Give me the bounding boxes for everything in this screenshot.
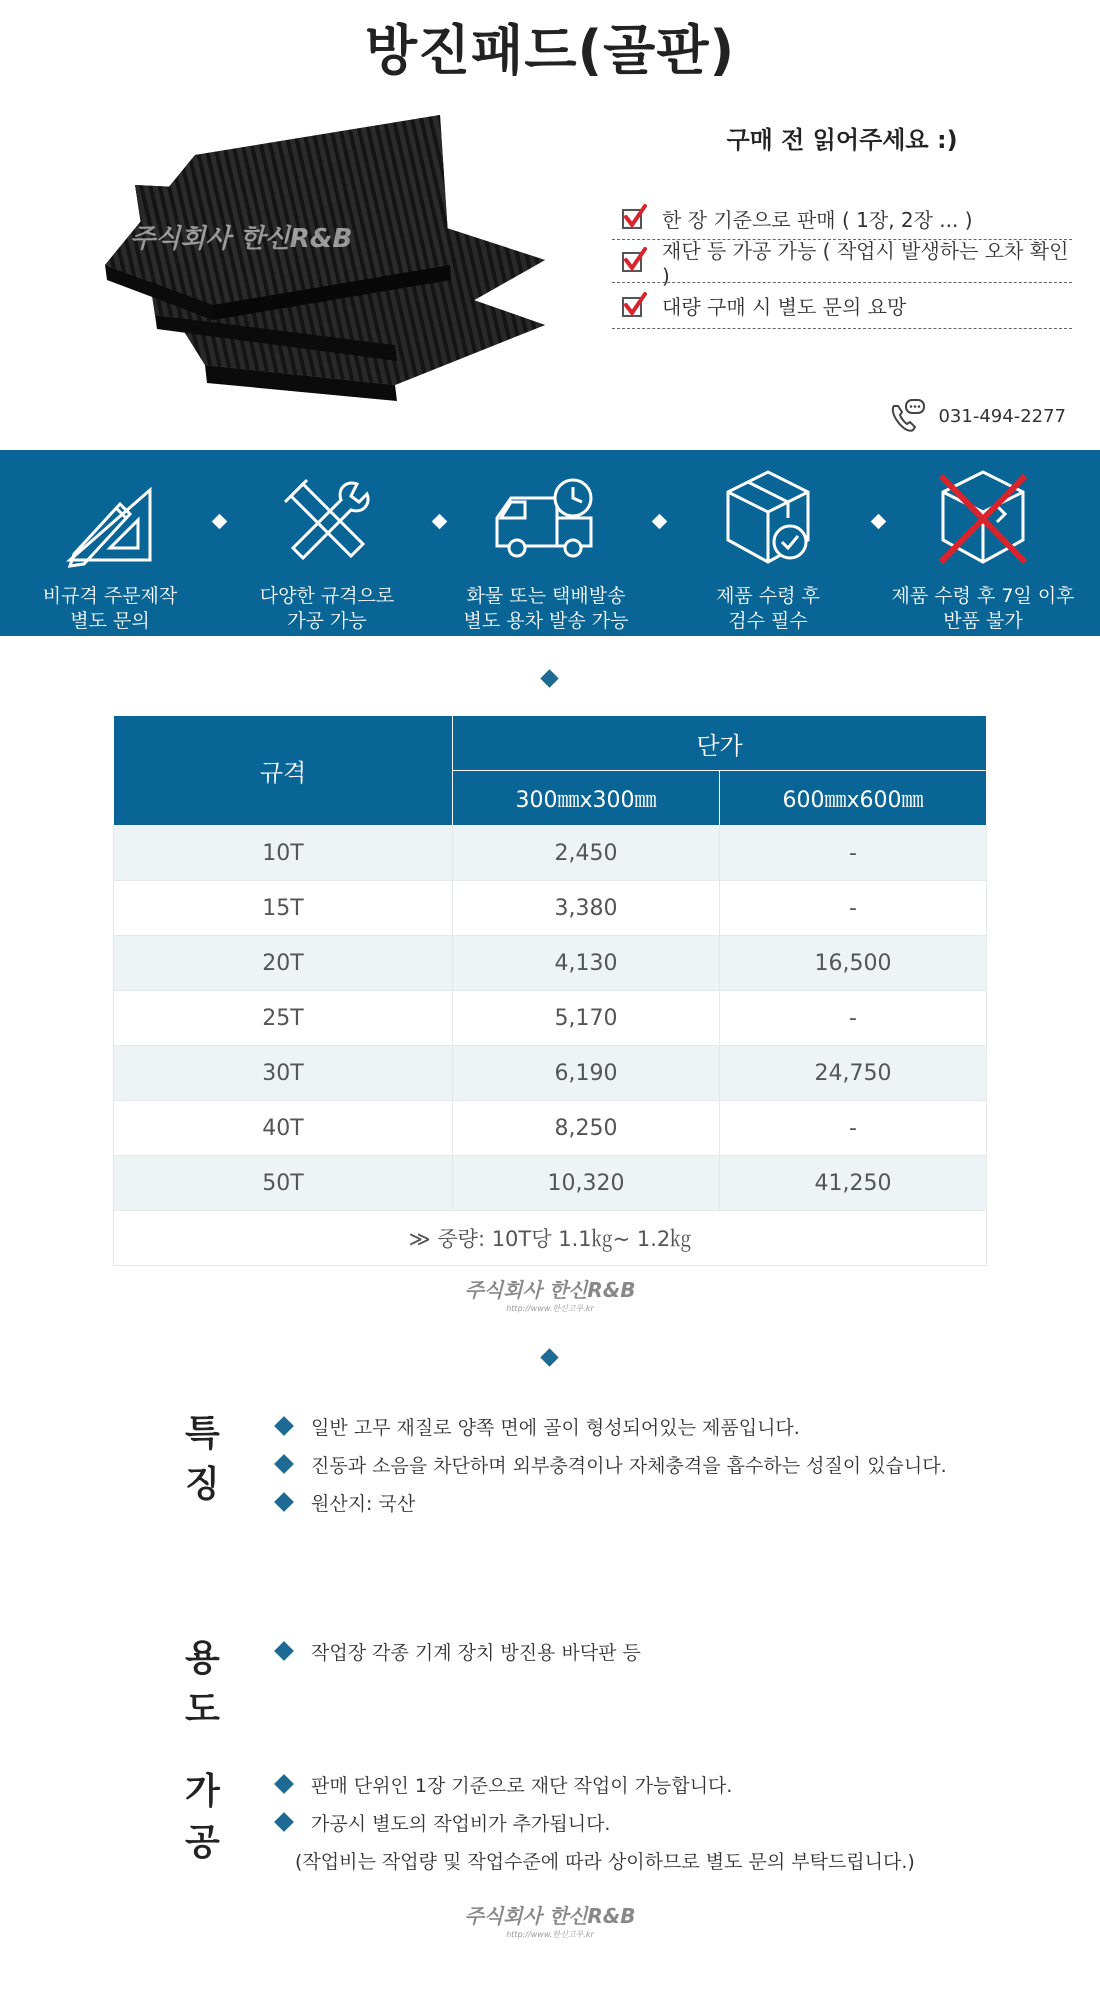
list-item: 진동과 소음을 차단하며 외부충격이나 자체충격을 흡수하는 성질이 있습니다. <box>273 1451 1053 1489</box>
list-item: 판매 단위인 1장 기준으로 재단 작업이 가능합니다. <box>273 1771 1053 1809</box>
box-check-icon <box>718 466 818 570</box>
list-item: 가공시 별도의 작업비가 추가됩니다. <box>273 1809 1053 1847</box>
phone-contact[interactable] <box>888 398 1066 434</box>
notice-title: 구매 전 읽어주세요 :) <box>726 126 958 154</box>
notice-item: 대량 구매 시 별도 문의 요망 <box>612 283 1072 329</box>
table-header-size: 600㎜x600㎜ <box>720 771 987 826</box>
weight-note: ≫ 중량: 10T당 1.1㎏~ 1.2㎏ <box>114 1211 987 1266</box>
bullet-diamond-icon <box>274 1812 294 1832</box>
table-row: 25T 5,170 - <box>114 991 987 1046</box>
list-item: 일반 고무 재질로 양쪽 면에 골이 형성되어있는 제품입니다. <box>273 1413 1053 1451</box>
price-table <box>113 715 987 1266</box>
notice-item: 한 장 기준으로 판매 ( 1장, 2장 ... ) <box>612 197 1072 240</box>
table-row: 30T 6,190 24,750 <box>114 1046 987 1101</box>
table-row: 15T 3,380 - <box>114 881 987 936</box>
table-header-size: 300㎜x300㎜ <box>453 771 720 826</box>
checkbox-checked-icon <box>620 292 648 320</box>
page-title: 방진패드(골판) <box>364 19 736 82</box>
ruler-pencil-icon <box>60 480 160 570</box>
checkbox-checked-icon <box>620 247 648 275</box>
table-row: 10T 2,450 - <box>114 826 987 881</box>
service-item: 제품 수령 후 7일 이후 반품 불가 <box>873 450 1093 634</box>
service-band <box>0 450 1100 636</box>
table-row: 40T 8,250 - <box>114 1101 987 1156</box>
section-divider-icon <box>540 669 558 687</box>
company-watermark: 주식회사 한신R&B http://www.한신고무.kr <box>464 1904 636 1939</box>
list-item: 원산지: 국산 <box>273 1489 1053 1527</box>
table-row: 50T 10,320 41,250 <box>114 1156 987 1211</box>
table-row: 20T 4,130 16,500 <box>114 936 987 991</box>
phone-chat-icon <box>888 398 926 434</box>
bullet-diamond-icon <box>274 1641 294 1661</box>
checkbox-checked-icon <box>620 204 648 232</box>
bullet-diamond-icon <box>274 1774 294 1794</box>
service-item: 비규격 주문제작 별도 문의 <box>0 450 220 634</box>
table-note-row <box>114 1211 987 1266</box>
product-image <box>95 115 560 415</box>
bullet-diamond-icon <box>274 1454 294 1474</box>
processing-title: 가공 <box>185 1771 220 1863</box>
service-item: 화물 또는 택배발송 별도 용차 발송 가능 <box>436 450 656 634</box>
usage-title: 용도 <box>185 1638 220 1730</box>
table-header-spec: 규격 <box>114 716 453 826</box>
service-item: 제품 수령 후 검수 필수 <box>658 450 878 634</box>
tools-icon <box>277 474 377 570</box>
features-title: 특징 <box>185 1413 220 1505</box>
processing-note: (작업비는 작업량 및 작업수준에 따라 상이하므로 별도 문의 부탁드립니다.) <box>295 1851 915 1873</box>
bullet-diamond-icon <box>274 1416 294 1436</box>
bullet-diamond-icon <box>274 1492 294 1512</box>
list-item: 작업장 각종 기계 장치 방진용 바닥판 등 <box>273 1638 1053 1676</box>
service-item: 다양한 규격으로 가공 가능 <box>217 450 437 634</box>
product-watermark: 주식회사 한신R&B <box>130 224 353 254</box>
section-divider-icon <box>540 1348 558 1366</box>
company-watermark: 주식회사 한신R&B http://www.한신고무.kr <box>464 1278 636 1313</box>
notice-item: 재단 등 가공 가능 ( 작업시 발생하는 오차 확인 ) <box>612 240 1072 283</box>
notice-box <box>612 120 1072 329</box>
delivery-truck-icon <box>491 474 601 570</box>
table-header-price: 단가 <box>453 716 987 771</box>
box-x-icon <box>933 466 1033 570</box>
phone-number: 031-494-2277 <box>938 405 1066 427</box>
